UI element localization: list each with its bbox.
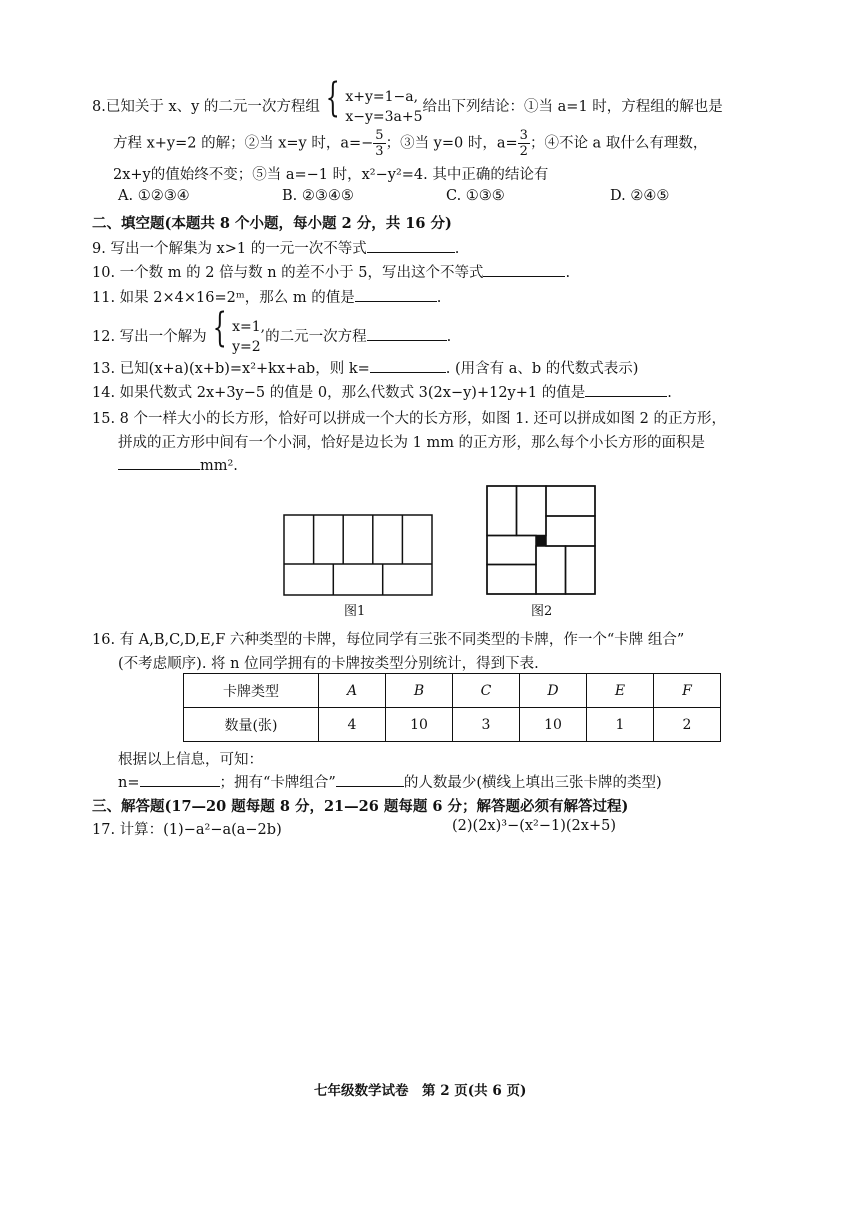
answer-blank[interactable] [367, 238, 455, 253]
answer-blank[interactable] [140, 772, 220, 787]
question-13 [92, 357, 638, 378]
q11-text: 11. 如果 2×4×16=2ᵐ，那么 m 的值是 [92, 290, 355, 306]
frac1-num: 5 [375, 128, 384, 143]
question-14: 14. 如果代数式 2x+3y−5 的值是 0，那么代数式 3(2x−y)+12y+1 的值是 . [92, 381, 672, 402]
frac2-den: 2 [519, 144, 528, 159]
q12-text: 12. 写出一个解为 [92, 329, 207, 345]
q9-text: 9. 写出一个解集为 x>1 的一元一次不等式 [92, 241, 367, 257]
q15-line3 [118, 455, 238, 474]
q8-option-d: D. ②④⑤ [610, 188, 670, 204]
table-cell: 10 [386, 708, 453, 742]
section-3-heading: 三、解答题(17—20 题每题 8 分，21—26 题每题 6 分；解答题必须有解答过程) [92, 798, 629, 815]
table-cell: 2 [654, 708, 721, 742]
q17-part1: 17. 计算：(1)−a²−a(a−2b) [92, 822, 282, 838]
q8-line2b: ；③当 y=0 时，a= [385, 135, 518, 152]
table-cell: B [386, 674, 453, 708]
q8-text: 8.已知关于 x、y 的二元一次方程组 [92, 99, 320, 115]
answer-blank[interactable] [336, 772, 404, 787]
table-cell: D [520, 674, 587, 708]
q8-frac1 [373, 128, 385, 159]
answer-blank[interactable] [585, 382, 667, 397]
system-brace: { [325, 75, 340, 121]
q15-line1: 15. 8 个一样大小的长方形，恰好可以拼成一个大的长方形，如图 1. 还可以拼成如图 2 的正方形， [92, 411, 726, 427]
table-row [184, 708, 721, 742]
q12-eq1: x=1, [232, 319, 266, 335]
q16-line1: 16. 有 A,B,C,D,E,F 六种类型的卡牌，每位同学有三张不同类型的卡牌，作一个“卡牌 组合” [92, 632, 685, 648]
figure-1 [283, 514, 433, 596]
table-cell: 数量(张) [184, 708, 319, 742]
figure-2-caption: 图2 [531, 604, 553, 619]
q12-equation-system [232, 317, 265, 357]
q8-line2a: 方程 x+y=2 的解；②当 x=y 时，a=− [113, 135, 374, 152]
q12-eq2: y=2 [232, 339, 261, 355]
q17-part2: (2)(2x)³−(x²−1)(2x+5) [452, 818, 616, 834]
card-table [183, 673, 721, 742]
q15-unit: mm². [200, 458, 238, 474]
page-footer: 七年级数学试卷 第 2 页(共 6 页) [314, 1083, 527, 1099]
q8-equation-system [345, 87, 422, 127]
q16-line2: (不考虑顺序). 将 n 位同学拥有的卡牌按类型分别统计，得到下表. [118, 656, 539, 672]
figure-2 [486, 485, 596, 595]
q8-option-b: B. ②③④⑤ [282, 188, 354, 204]
q16-n-label: n= [118, 775, 140, 791]
q8-option-c: C. ①③⑤ [446, 188, 505, 204]
question-9: 9. 写出一个解集为 x>1 的一元一次不等式 . [92, 237, 459, 258]
question-8 [92, 75, 723, 127]
q8-frac2 [518, 128, 530, 159]
q8-eq2: x−y=3a+5 [345, 109, 423, 125]
q8-line3: 2x+y的值始终不变；⑤当 a=−1 时，x²−y²=4. 其中正确的结论有 [113, 167, 549, 183]
table-cell: 1 [587, 708, 654, 742]
q12-suffix: 的二元一次方程 [265, 329, 367, 345]
answer-blank[interactable] [355, 287, 437, 302]
q10-text: 10. 一个数 m 的 2 倍与数 n 的差不小于 5，写出这个不等式 [92, 265, 484, 281]
answer-blank[interactable] [367, 326, 447, 341]
q8-line2 [113, 128, 707, 159]
system-brace: { [212, 305, 227, 351]
table-header-row [184, 674, 721, 708]
center-hole [536, 536, 546, 547]
table-cell: 卡牌类型 [184, 674, 319, 708]
frac2-num: 3 [519, 128, 528, 143]
table-cell: A [319, 674, 386, 708]
q8-option-a: A. ①②③④ [118, 188, 190, 204]
q8-line2c: ；④不论 a 取什么有理数， [529, 135, 708, 152]
q16-line3: 根据以上信息，可知： [118, 752, 263, 768]
q14-text: 14. 如果代数式 2x+3y−5 的值是 0，那么代数式 3(2x−y)+12y+1 的值是 [92, 385, 586, 401]
table-cell: 4 [319, 708, 386, 742]
section-2-heading: 二、填空题(本题共 8 个小题，每小题 2 分，共 16 分) [92, 215, 452, 232]
q15-line2: 拼成的正方形中间有一个小洞，恰好是边长为 1 mm 的正方形，那么每个小长方形的面积是 [118, 435, 706, 451]
question-12: 12. 写出一个解为 { x=1, y=2的二元一次方程 . [92, 305, 452, 355]
q16-combo-label: ；拥有“卡牌组合” [219, 775, 336, 791]
q16-note: 的人数最少(横线上填出三张卡牌的类型) [403, 775, 662, 791]
question-10: 10. 一个数 m 的 2 倍与数 n 的差不小于 5，写出这个不等式 . [92, 261, 570, 282]
q8-eq1: x+y=1−a, [345, 89, 419, 105]
figure-1-caption: 图1 [344, 604, 366, 619]
table-cell: E [587, 674, 654, 708]
q16-line4 [118, 771, 662, 792]
table-cell: F [654, 674, 721, 708]
q13-note: . (用含有 a、b 的代数式表示) [445, 361, 639, 377]
q8-suffix: 给出下列结论：①当 a=1 时，方程组的解也是 [422, 99, 723, 115]
answer-blank[interactable] [370, 358, 446, 373]
table-cell: 10 [520, 708, 587, 742]
answer-blank[interactable] [483, 262, 565, 277]
table-cell: 3 [453, 708, 520, 742]
frac1-den: 3 [375, 144, 384, 159]
q13-text: 13. 已知(x+a)(x+b)=x²+kx+ab，则 k= [92, 361, 370, 377]
table-cell: C [453, 674, 520, 708]
answer-blank[interactable] [118, 455, 200, 470]
question-11: 11. 如果 2×4×16=2ᵐ，那么 m 的值是 . [92, 286, 441, 307]
